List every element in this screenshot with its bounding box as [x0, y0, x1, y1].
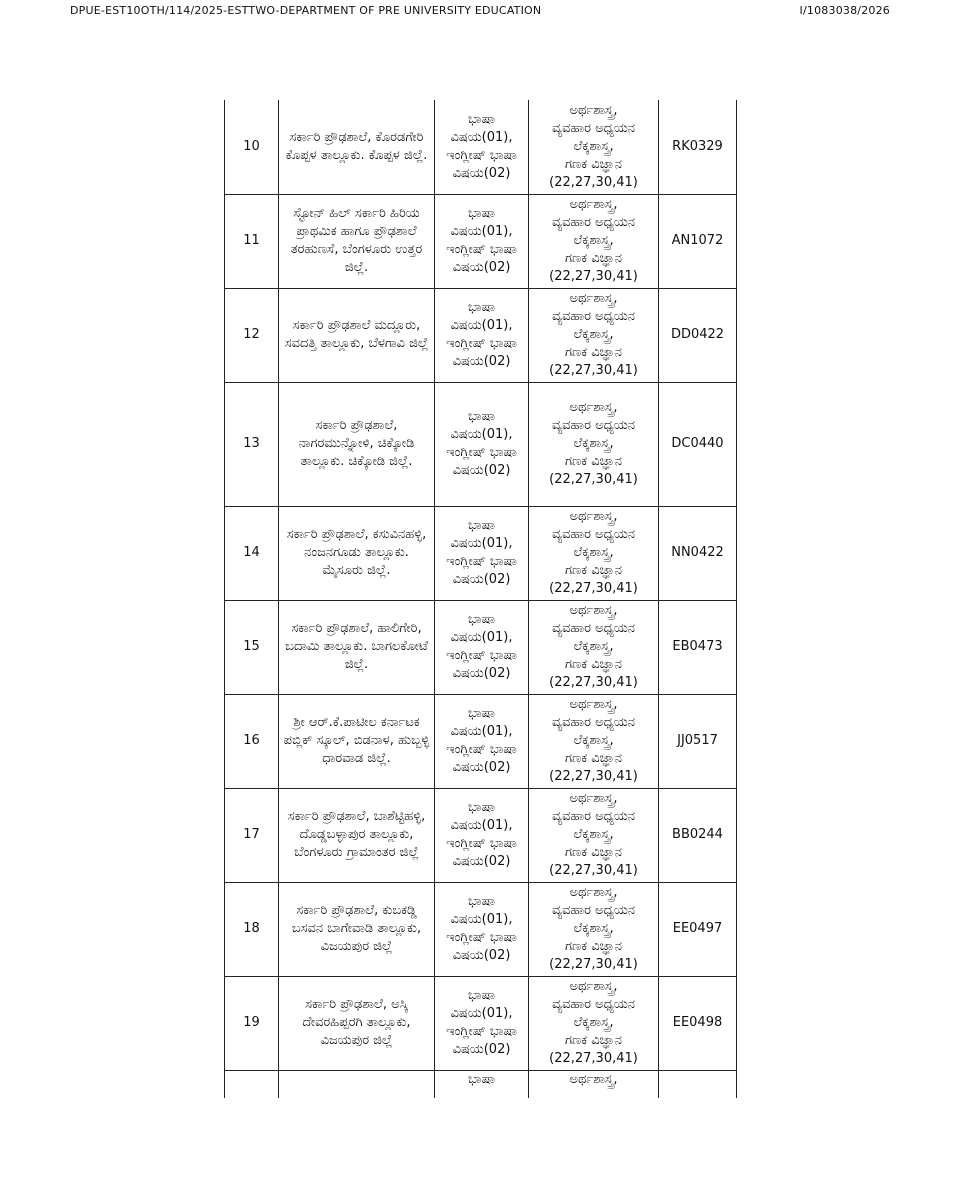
school-code [659, 1070, 737, 1098]
language-line: ಭಾಷಾ [468, 111, 495, 127]
table-row [225, 382, 737, 506]
language-line: ವಿಷಯ(01), [450, 1006, 513, 1021]
subject-line: ಗಣಕ ವಿಜ್ಞಾನ [565, 1033, 622, 1048]
language-subjects [435, 100, 529, 194]
school-table [224, 100, 737, 1098]
language-line: ವಿಷಯ(02) [452, 1042, 511, 1057]
school-name: ಸ್ಟೋನ್ ಹಿಲ್ ಸರ್ಕಾರಿ ಹಿರಿಯ ಪ್ರಾಥಮಿಕ ಹಾಗೂ ಪ್ರೌಢಶಾಲೆ ತರಹುಣಸೆ, ಬೆಂಗಳೂರು ಉತ್ತರ ಜಿಲ್ಲೆ. [279, 194, 435, 288]
optional-subjects [529, 882, 659, 976]
subject-line: ಅರ್ಥಶಾಸ್ತ್ರ, [569, 291, 618, 306]
language-line: ಭಾಷಾ [468, 300, 495, 315]
language-line: ವಿಷಯ(02) [452, 760, 511, 775]
language-line: ವಿಷಯ(01), [450, 724, 513, 739]
language-line: ಭಾಷಾ [468, 206, 495, 221]
language-line: ವಿಷಯ(01), [450, 536, 513, 551]
subject-line: ಲೆಕ್ಕಶಾಸ್ತ್ರ, [573, 327, 614, 342]
language-line: ಇಂಗ್ಲೀಷ್ ಭಾಷಾ [446, 336, 517, 351]
subject-line: (22,27,30,41) [549, 174, 638, 190]
language-line: ಭಾಷಾ [468, 518, 495, 533]
subject-line: ಗಣಕ ವಿಜ್ಞಾನ [565, 251, 622, 266]
language-line: ವಿಷಯ(02) [452, 354, 511, 369]
subject-line: ವ್ಯವಹಾರ ಅಧ್ಯಯನ [551, 997, 635, 1012]
subject-line: ವ್ಯವಹಾರ ಅಧ್ಯಯನ [551, 309, 635, 324]
optional-subjects [529, 194, 659, 288]
subject-line: (22,27,30,41) [549, 675, 638, 690]
language-subjects [435, 194, 529, 288]
subject-line: ವ್ಯವಹಾರ ಅಧ್ಯಯನ [551, 527, 635, 542]
language-subjects [435, 976, 529, 1070]
language-subjects: ಭಾಷಾ [435, 1070, 529, 1098]
school-name [279, 1070, 435, 1098]
language-line: ಇಂಗ್ಲೀಷ್ ಭಾಷಾ [446, 554, 517, 569]
table-row [225, 194, 737, 288]
serial-number: 11 [225, 194, 279, 288]
table-row [225, 506, 737, 600]
school-name: ಸರ್ಕಾರಿ ಪ್ರೌಢಶಾಲೆ, ಕುಬಕಡ್ಡಿ ಬಸವನ ಬಾಗೇವಾಡಿ ತಾಲ್ಲೂಕು, ವಿಜಯಪುರ ಜಿಲ್ಲೆ [279, 882, 435, 976]
table-row [225, 288, 737, 382]
optional-subjects [529, 600, 659, 694]
language-line: ವಿಷಯ(02) [452, 572, 511, 587]
language-line: ಇಂಗ್ಲೀಷ್ ಭಾಷಾ [446, 648, 517, 663]
subject-line: (22,27,30,41) [549, 581, 638, 596]
language-line: ಇಂಗ್ಲೀಷ್ ಭಾಷಾ [446, 836, 517, 851]
subject-line: (22,27,30,41) [549, 863, 638, 878]
table-row [225, 882, 737, 976]
language-line: ಭಾಷಾ [468, 706, 495, 721]
table-row [225, 694, 737, 788]
subject-line: ಗಣಕ ವಿಜ್ಞಾನ [565, 345, 622, 360]
optional-subjects [529, 976, 659, 1070]
language-subjects [435, 882, 529, 976]
language-line: ಇಂಗ್ಲೀಷ್ ಭಾಷಾ [446, 445, 517, 460]
subject-line: ಗಣಕ ವಿಜ್ಞಾನ [565, 751, 622, 766]
language-line: ಭಾಷಾ [468, 800, 495, 815]
school-name: ಸರ್ಕಾರಿ ಪ್ರೌಢಶಾಲೆ, ಬಾಶೆಟ್ಟಿಹಳ್ಳಿ, ದೊಡ್ಡಬಳ್ಳಾಪುರ ತಾಲ್ಲೂಕು, ಬೆಂಗಳೂರು ಗ್ರಾಮಾಂತರ ಜಿಲ್ಲೆ [279, 788, 435, 882]
subject-line: ಲೆಕ್ಕಶಾಸ್ತ್ರ, [573, 436, 614, 451]
subject-line: ವ್ಯವಹಾರ ಅಧ್ಯಯನ [551, 621, 635, 636]
table-body [225, 100, 737, 1098]
subject-line: ವ್ಯವಹಾರ ಅಧ್ಯಯನ [551, 715, 635, 730]
language-line: ಇಂಗ್ಲೀಷ್ ಭಾಷಾ [446, 1024, 517, 1039]
language-line: ಭಾಷಾ [468, 612, 495, 627]
subject-line: ಗಣಕ ವಿಜ್ಞಾನ [565, 939, 622, 954]
serial-number: 18 [225, 882, 279, 976]
school-code: RK0329 [659, 100, 737, 194]
language-line: ಇಂಗ್ಲೀಷ್ ಭಾಷಾ [446, 242, 517, 257]
language-line: ವಿಷಯ(01), [450, 224, 513, 239]
school-code: EE0497 [659, 882, 737, 976]
subject-line: ಗಣಕ ವಿಜ್ಞಾನ [565, 563, 622, 578]
subject-line: ವ್ಯವಹಾರ ಅಧ್ಯಯನ [551, 903, 635, 918]
subject-line: ಲೆಕ್ಕಶಾಸ್ತ್ರ, [573, 921, 614, 936]
subject-line: ಅರ್ಥಶಾಸ್ತ್ರ, [569, 885, 618, 900]
language-line: ಇಂಗ್ಲೀಷ್ ಭಾಷಾ [446, 930, 517, 945]
subject-line: ಅರ್ಥಶಾಸ್ತ್ರ, [569, 979, 618, 994]
optional-subjects [529, 100, 659, 194]
language-subjects [435, 506, 529, 600]
language-line: ವಿಷಯ(02) [452, 854, 511, 869]
subject-line: ಲೆಕ್ಕಶಾಸ್ತ್ರ, [573, 827, 614, 842]
subject-line: (22,27,30,41) [549, 269, 638, 284]
subject-line: ಅರ್ಥಶಾಸ್ತ್ರ, [569, 603, 618, 618]
language-line: ಭಾಷಾ [468, 409, 495, 424]
table-row-partial [225, 1070, 737, 1098]
subject-line: ಲೆಕ್ಕಶಾಸ್ತ್ರ, [573, 1015, 614, 1030]
school-code: EB0473 [659, 600, 737, 694]
serial-number: 14 [225, 506, 279, 600]
language-line: ಇಂಗ್ಲೀಷ್ ಭಾಷಾ [446, 147, 517, 163]
school-code: BB0244 [659, 788, 737, 882]
subject-line: ಲೆಕ್ಕಶಾಸ್ತ್ರ, [573, 233, 614, 248]
language-line: ವಿಷಯ(01), [450, 818, 513, 833]
table-row [225, 100, 737, 194]
serial-number: 12 [225, 288, 279, 382]
subject-line: ಅರ್ಥಶಾಸ್ತ್ರ, [569, 400, 618, 415]
table-row [225, 976, 737, 1070]
subject-line: ಲೆಕ್ಕಶಾಸ್ತ್ರ, [573, 545, 614, 560]
language-line: ವಿಷಯ(01), [450, 630, 513, 645]
subject-line: ಗಣಕ ವಿಜ್ಞಾನ [565, 657, 622, 672]
subject-line: ಅರ್ಥಶಾಸ್ತ್ರ, [569, 102, 618, 118]
serial-number: 15 [225, 600, 279, 694]
optional-subjects: ಅರ್ಥಶಾಸ್ತ್ರ, [529, 1070, 659, 1098]
serial-number: 16 [225, 694, 279, 788]
subject-line: (22,27,30,41) [549, 769, 638, 784]
optional-subjects [529, 288, 659, 382]
language-subjects [435, 382, 529, 506]
language-subjects [435, 288, 529, 382]
subject-line: ಅರ್ಥಶಾಸ್ತ್ರ, [569, 791, 618, 806]
subject-line: (22,27,30,41) [549, 957, 638, 972]
optional-subjects [529, 506, 659, 600]
subject-line: (22,27,30,41) [549, 1051, 638, 1066]
school-code: NN0422 [659, 506, 737, 600]
school-code: AN1072 [659, 194, 737, 288]
subject-line: ವ್ಯವಹಾರ ಅಧ್ಯಯನ [551, 120, 635, 136]
school-code: DD0422 [659, 288, 737, 382]
subject-line: ಅರ್ಥಶಾಸ್ತ್ರ, [569, 697, 618, 712]
subject-line: ಗಣಕ ವಿಜ್ಞಾನ [565, 454, 622, 469]
subject-line: ಲೆಕ್ಕಶಾಸ್ತ್ರ, [573, 138, 614, 154]
school-name: ಸರ್ಕಾರಿ ಪ್ರೌಢಶಾಲೆ, ಅಸ್ಕಿ ದೇವರಹಿಪ್ಪರಗಿ ತಾಲ್ಲೂಕು, ವಿಜಯಪುರ ಜಿಲ್ಲೆ [279, 976, 435, 1070]
school-name: ಸರ್ಕಾರಿ ಪ್ರೌಢಶಾಲೆ, ಕೊರಡಗೇರಿ ಕೊಪ್ಪಳ ತಾಲ್ಲೂಕು. ಕೊಪ್ಪಳ ಜಿಲ್ಲೆ. [279, 100, 435, 194]
subject-line: ಅರ್ಥಶಾಸ್ತ್ರ, [569, 197, 618, 212]
language-line: ವಿಷಯ(02) [452, 948, 511, 963]
language-subjects [435, 694, 529, 788]
school-code: JJ0517 [659, 694, 737, 788]
document-reference: DPUE-EST10OTH/114/2025-ESTTWO-DEPARTMENT OF PRE UNIVERSITY EDUCATION [70, 4, 542, 17]
subject-line: ಗಣಕ ವಿಜ್ಞಾನ [565, 156, 622, 172]
subject-line: ವ್ಯವಹಾರ ಅಧ್ಯಯನ [551, 418, 635, 433]
language-line: ವಿಷಯ(01), [450, 427, 513, 442]
school-name: ಸರ್ಕಾರಿ ಪ್ರೌಢಶಾಲೆ, ಕಸುವಿನಹಳ್ಳಿ, ನಂಜನಗೂಡು ತಾಲ್ಲೂಕು. ಮೈಸೂರು ಜಿಲ್ಲೆ. [279, 506, 435, 600]
language-subjects [435, 788, 529, 882]
subject-line: ಲೆಕ್ಕಶಾಸ್ತ್ರ, [573, 733, 614, 748]
serial-number: 10 [225, 100, 279, 194]
language-line: ವಿಷಯ(02) [452, 165, 511, 181]
school-name: ಸರ್ಕಾರಿ ಪ್ರೌಢಶಾಲೆ, ನಾಗರಮುನ್ನೋಳಿ, ಚಿಕ್ಕೋಡಿ ತಾಲ್ಲೂಕು. ಚಿಕ್ಕೋಡಿ ಜಿಲ್ಲೆ. [279, 382, 435, 506]
language-line: ವಿಷಯ(02) [452, 666, 511, 681]
subject-line: ವ್ಯವಹಾರ ಅಧ್ಯಯನ [551, 809, 635, 824]
school-name: ಸರ್ಕಾರಿ ಪ್ರೌಢಶಾಲೆ ಮದ್ಲೂರು, ಸವದತ್ತಿ ತಾಲ್ಲೂಕು, ಬೆಳಗಾವಿ ಜಿಲ್ಲೆ [279, 288, 435, 382]
language-line: ಭಾಷಾ [468, 894, 495, 909]
language-line: ಭಾಷಾ [468, 988, 495, 1003]
subject-line: ವ್ಯವಹಾರ ಅಧ್ಯಯನ [551, 215, 635, 230]
serial-number: 13 [225, 382, 279, 506]
language-line: ವಿಷಯ(02) [452, 260, 511, 275]
language-line: ವಿಷಯ(01), [450, 129, 513, 145]
document-number: I/1083038/2026 [799, 4, 890, 17]
table-row [225, 600, 737, 694]
table-row [225, 788, 737, 882]
serial-number [225, 1070, 279, 1098]
subject-line: ಗಣಕ ವಿಜ್ಞಾನ [565, 845, 622, 860]
serial-number: 17 [225, 788, 279, 882]
subject-line: ಲೆಕ್ಕಶಾಸ್ತ್ರ, [573, 639, 614, 654]
serial-number: 19 [225, 976, 279, 1070]
school-name: ಸರ್ಕಾರಿ ಪ್ರೌಢಶಾಲೆ, ಹಾಲಿಗೇರಿ, ಬದಾಮಿ ತಾಲ್ಲೂಕು. ಬಾಗಲಕೋಟೆ ಜಿಲ್ಲೆ. [279, 600, 435, 694]
language-subjects [435, 600, 529, 694]
school-code: DC0440 [659, 382, 737, 506]
language-line: ವಿಷಯ(02) [452, 463, 511, 478]
subject-line: (22,27,30,41) [549, 472, 638, 487]
school-name: ಶ್ರೀ ಆರ್.ಕೆ.ಪಾಟೀಲ ಕರ್ನಾಟಕ ಪಬ್ಲಿಕ್ ಸ್ಕೂಲ್, ಬಿಡನಾಳ, ಹುಬ್ಬಳ್ಳಿ ಧಾರವಾಡ ಜಿಲ್ಲೆ. [279, 694, 435, 788]
language-line: ವಿಷಯ(01), [450, 318, 513, 333]
optional-subjects [529, 694, 659, 788]
subject-line: (22,27,30,41) [549, 363, 638, 378]
optional-subjects [529, 788, 659, 882]
language-line: ಇಂಗ್ಲೀಷ್ ಭಾಷಾ [446, 742, 517, 757]
school-code: EE0498 [659, 976, 737, 1070]
optional-subjects [529, 382, 659, 506]
subject-line: ಅರ್ಥಶಾಸ್ತ್ರ, [569, 509, 618, 524]
language-line: ವಿಷಯ(01), [450, 912, 513, 927]
